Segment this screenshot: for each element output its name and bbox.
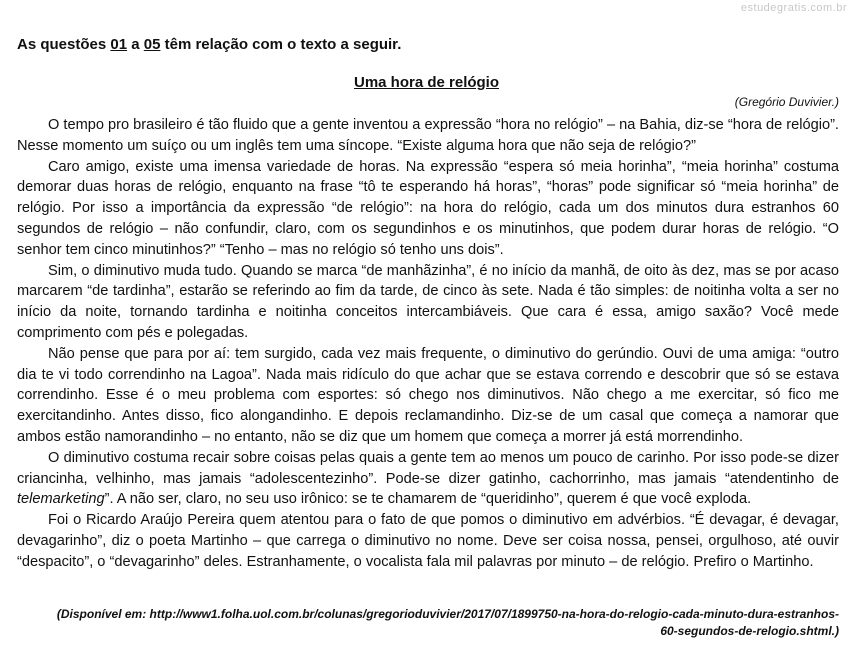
paragraph-5-part-b: ”. A não ser, claro, no seu uso irônico: se te chamarem de “queridinho”, querem é que você exploda. [104,491,752,508]
watermark: estudegratis.com.br [740,2,847,14]
paragraph-6: Foi o Ricardo Araújo Pereira quem atentou para o fato de que pomos o diminutivo em advérbios. “É devagar, é devagar, devagarinho”, diz o poeta Martinho – que carrega o diminutivo no nome. Deve ser coisa nossa, pensei, orgulhoso, até ouvir “despacito”, o “devagarinho” deles. Estranhamente, o vocalista fala mil palavras por minuto – de relógio. Prefiro o Martinho. [17,512,839,570]
question-to: 05 [143,36,161,53]
question-from: 01 [110,36,128,53]
paragraph-5 [17,448,839,510]
paragraph-3: Sim, o diminutivo muda tudo. Quando se marca “de manhãzinha”, é no início da manhã, de oito às dez, mas se por acaso marcarem “de tardinha”, estarão se referindo ao fim da tarde, de cinco às sete. Nada é tão simples: de noitinha volta a ser no início da noite, tornando tardinha e noitinha conceitos intercambiáveis. Que cara é essa, amigo saxão? Você mede comprimento com pés e polegadas. [17,262,839,341]
article-body [17,115,839,573]
intro-prefix: As questões [17,36,111,53]
paragraph-5-part-a: O diminutivo costuma recair sobre coisas pelas quais a gente tem ao menos um pouco de carinho. Por isso pode-se dizer criancinha, velhinho, mas jamais “adolescentezinho”. Pode-se dizer gatinho, cachorrinho, mas jamais “atendentinho de [17,449,839,487]
paragraph-5-italic: telemarketing [17,491,105,508]
paragraph-4: Não pense que para por aí: tem surgido, cada vez mais frequente, o diminutivo do gerúndio. Ouvi de uma amiga: “outro dia te vi todo correndinho na Lagoa”. Nada mais ridículo do que achar que se estava correndo e descobrir que só se estava correndinho. Esse é o meu problema com esportes: só chego nos diminutivos. Não chego a me exercitar, só fico me exercitandinho. Antes disso, fico alongandinho. E depois reclamandinho. Diz-se de um casal que começa a namorar que ambos estão namorandinho – no entanto, não se diz que um homem que começa a morrer já está morrendinho. [17,345,839,445]
article-title: Uma hora de relógio [353,74,500,91]
question-intro [17,36,401,53]
source-line-2: 60-segundos-de-relogio.shtml.) [660,624,839,638]
article-author: (Gregório Duvivier.) [734,95,839,109]
paragraph-1: O tempo pro brasileiro é tão fluido que a gente inventou a expressão “hora no relógio” – na Bahia, diz-se “hora de relógio”. Nesse momento um suíço ou um inglês tem uma síncope. “Existe alguma hora que não seja de relógio?” [17,117,839,154]
paragraph-2: Caro amigo, existe uma imensa variedade de horas. Na expressão “espera só meia horinha”, “meia horinha” costuma demorar duas horas de relógio, enquanto na frase “tô te esperando há horas”, “horas” pode significar só “meia horinha” de relógio. Por isso a importância da expressão “de relógio”: na hora do relógio, cada um dos minutos dura estranhos 60 segundos de relógio – não confundir, claro, com os segundinhos e os minutinhos, que podem durar horas de relógio. “O senhor tem cinco minutinhos?” “Tenho – mas no relógio só tenho uns dois”. [17,158,839,258]
source-citation [17,606,839,640]
source-line-1: (Disponível em: http://www1.folha.uol.com.br/colunas/gregorioduvivier/2017/07/1899750-na-hora-do-relogio-cada-minuto-dura-estranhos- [56,607,839,621]
intro-middle: a [127,36,144,53]
intro-suffix: têm relação com o texto a seguir. [160,36,402,53]
